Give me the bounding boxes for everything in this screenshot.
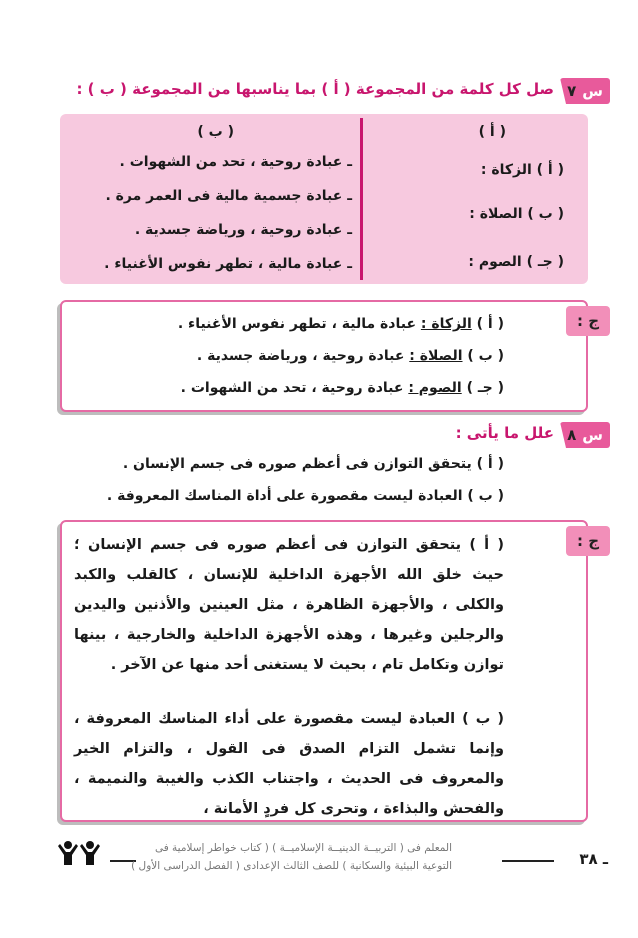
column-a-item: ( جـ ) الصوم : [468,254,564,270]
question-letter: س [582,82,603,100]
question-number: ٨ [567,426,577,444]
question-8-badge [560,422,610,448]
question-7-title: صل كل كلمة من المجموعة ( أ ) بما يناسبها من المجموعة ( ب ) : [76,80,554,98]
question-number: ٧ [567,82,577,100]
answer-7-line: ( جـ ) الصوم : عبادة روحية ، تحد من الشهوات . [180,380,504,396]
question-8-item: ( أ ) يتحقق التوازن فى أعظم صوره فى جسم الإنسان . [122,456,504,472]
column-b-item: ـ عبادة روحية ، تحد من الشهوات . [119,154,352,170]
column-b-item: ـ عبادة مالية ، تطهر نفوس الأغنياء . [104,256,352,272]
column-b-item: ـ عبادة جسمية مالية فى العمر مرة . [105,188,352,204]
column-a-heading: ( أ ) [478,124,506,140]
matching-table [60,114,588,284]
footer-book-title: المعلم فى ( التربيــة الدينيــة الإسلاميــة ) ( كتاب خواطر إسلامية فى [154,842,452,854]
page-number: ـ ٣٨ [579,850,608,868]
answer-8-tab: ج : [566,526,610,556]
column-b-item: ـ عبادة روحية ، ورياضة جسدية . [134,222,352,238]
answer-7-line: ( ب ) الصلاة : عبادة روحية ، ورياضة جسدية . [196,348,504,364]
column-b-heading: ( ب ) [197,124,234,140]
answer-7-line: ( أ ) الزكاة : عبادة مالية ، تطهر نفوس الأغنياء . [177,316,504,332]
question-8-item: ( ب ) العبادة ليست مقصورة على أداة المناسك المعروفة . [106,488,504,504]
two-figures-logo-icon [56,840,102,866]
footer-book-subtitle: التوعية البيئية والسكانية ) للصف الثالث الإعدادى ( الفصل الدراسى الأول ) [131,860,452,872]
answer-8-part-b: ( ب ) العبادة ليست مقصورة على أداء المناسك المعروفة ، وإنما تشمل التزام الصدق فى القول ، والتزام الخير والمعروف فى الحديث ، واجتناب الكذب والغيبة والنميمة ، والفحش والبذاءة ، وتحرى كل فردٍ الأمانة ، [74,711,504,817]
question-8-title: علل ما يأتى : [455,424,554,442]
answer-8-part-a: ( أ ) يتحقق التوازن فى أعظم صوره فى جسم الإنسان ؛ حيث خلق الله الأجهزة الداخلية للإنسان ، كالقلب والكبد والكلى ، والأجهزة الظاهرة ، مثل العينين والأذنين واليدين والرجلين وغيرها ، وهذه الأجهزة الداخلية والخارجية ، بينها توازن وتكامل تام ، بحيث لا يستغنى أحد منها عن الآخر . [74,537,504,673]
column-a-item: ( أ ) الزكاة : [480,162,564,178]
column-divider [360,118,363,280]
column-a-item: ( ب ) الصلاة : [469,206,564,222]
question-letter: س [582,426,603,444]
answer-7-tab: ج : [566,306,610,336]
footer-rule [502,860,554,862]
question-7-badge [560,78,610,104]
